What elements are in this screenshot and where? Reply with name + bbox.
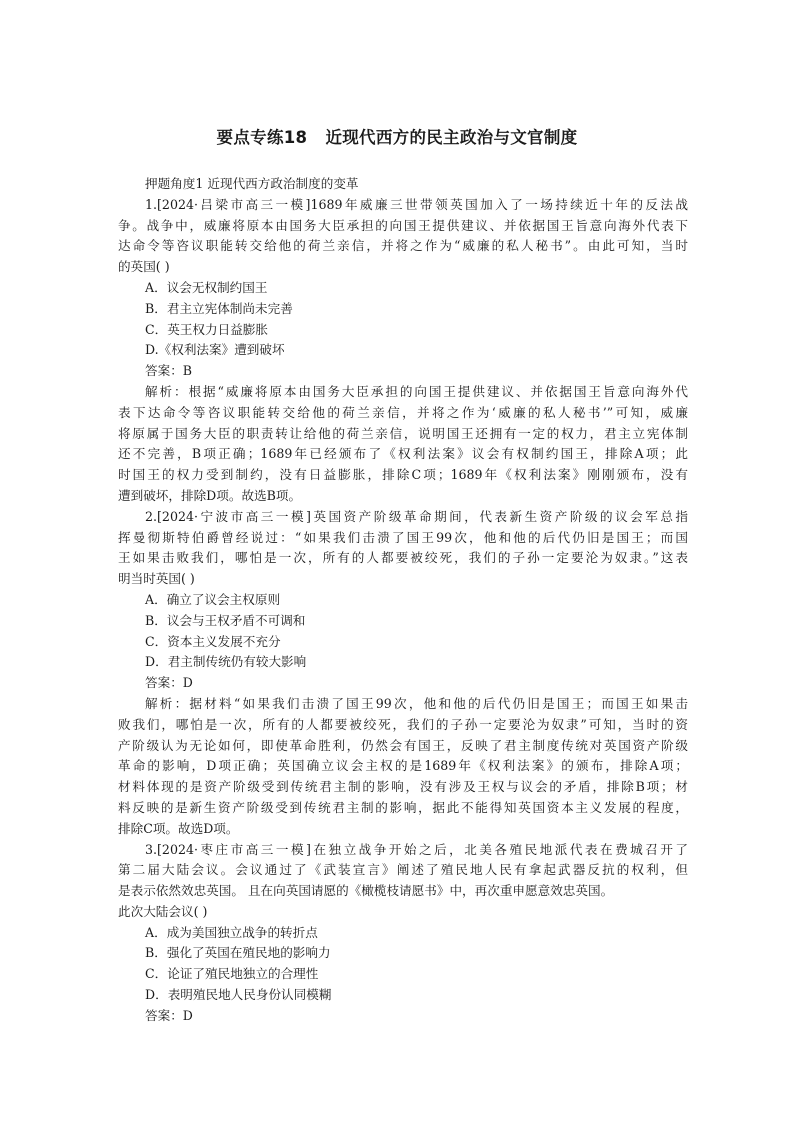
question-stem-line: 挥曼彻斯特伯爵曾经说过：“如果我们击溃了国王99次，他和他的后代仍旧是国王；而国 <box>118 529 688 545</box>
question-stem-line: 的英国( ) <box>118 259 170 275</box>
analysis-line: 排除C项。故选D项。 <box>118 820 239 836</box>
answer: 答案：D <box>145 1007 193 1023</box>
question-stem-line: 第二届大陆会议。会议通过了《武装宣言》阐述了殖民地人民有拿起武器反抗的权利，但 <box>118 862 688 878</box>
analysis-line: 解析：据材料“如果我们击溃了国王99次，他和他的后代仍旧是国王；而国王如果击 <box>145 695 688 711</box>
option-c: C．资本主义发展不充分 <box>145 633 281 649</box>
question-stem-line: 争。战争中，威廉将原本由国务大臣承担的向国王提供建议、并依据国王旨意向海外代表下 <box>118 217 688 233</box>
option-d: D．君主制传统仍有较大影响 <box>145 654 307 670</box>
answer: 答案：D <box>145 675 193 691</box>
question-stem-line: 此次大陆会议( ) <box>118 903 208 919</box>
option-b: B．议会与王权矛盾不可调和 <box>145 612 306 628</box>
analysis-line: 解析：根据“威廉将原本由国务大臣承担的向国王提供建议、并依据国王旨意向海外代 <box>145 383 688 399</box>
question-stem-line: 达命令等咨议职能转交给他的荷兰亲信，并将之作为“威廉的私人秘书”。由此可知，当时 <box>118 238 688 254</box>
analysis-line: 时国王的权力受到制约，没有日益膨胀，排除C项；1689年《权利法案》刚刚颁布，没有 <box>118 467 688 483</box>
analysis-line: 材料体现的是资产阶级受到传统君主制的影响，没有涉及王权与议会的矛盾，排除B项；材 <box>118 779 688 795</box>
question-stem-line: 明当时英国( ) <box>118 571 195 587</box>
analysis-line: 料反映的是新生资产阶级受到传统君主制的影响，据此不能得知英国资本主义发展的程度， <box>118 799 688 815</box>
question-stem-line: 2.[2024·宁波市高三一模]英国资产阶级革命期间，代表新生资产阶级的议会军总指 <box>145 508 688 524</box>
option-d: D．表明殖民地人民身份认同模糊 <box>145 987 332 1003</box>
question-1 <box>118 195 688 507</box>
option-c: C．论证了殖民地独立的合理性 <box>145 966 319 982</box>
analysis-line: 遭到破坏，排除D项。故选B项。 <box>118 487 302 503</box>
option-c: C．英王权力日益膨胀 <box>145 321 268 337</box>
question-stem-line: 是表示依然效忠英国。 且在向英国请愿的《橄榄枝请愿书》中，再次重申愿意效忠英国。 <box>118 883 614 899</box>
analysis-line: 产阶级认为无论如何，即使革命胜利，仍然会有国王，反映了君主制度传统对英国资产阶级 <box>118 737 688 753</box>
question-2 <box>118 507 688 840</box>
option-a: A．议会无权制约国王 <box>145 279 268 295</box>
option-b: B．君主立宪体制尚未完善 <box>145 300 293 316</box>
answer: 答案：B <box>145 363 193 379</box>
page-title: 要点专练18 近现代西方的民主政治与文官制度 <box>216 128 578 147</box>
analysis-line: 表下达命令等咨议职能转交给他的荷兰亲信，并将之作为‘威廉的私人秘书’”可知，威廉 <box>118 404 688 420</box>
question-stem-line: 3.[2024·枣庄市高三一模]在独立战争开始之后，北美各殖民地派代表在费城召开了 <box>145 841 688 857</box>
option-d: D.《权利法案》遭到破坏 <box>145 342 285 358</box>
option-a: A．确立了议会主权原则 <box>145 591 281 607</box>
question-3 <box>118 840 688 1027</box>
question-stem-line: 王如果击败我们，哪怕是一次，所有的人都要被绞死，我们的子孙一定要沦为奴隶。”这表 <box>118 550 688 566</box>
option-b: B．强化了英国在殖民地的影响力 <box>145 945 331 961</box>
analysis-line: 革命的影响，D项正确；英国确立议会主权的是1689年《权利法案》的颁布，排除A项； <box>118 758 688 774</box>
option-a: A．成为美国独立战争的转折点 <box>145 924 318 940</box>
analysis-line: 还不完善，B项正确；1689年已经颁布了《权利法案》议会有权制约国王，排除A项；此 <box>118 446 688 462</box>
question-stem-line: 1.[2024·吕梁市高三一模]1689年威廉三世带领英国加入了一场持续近十年的反法战 <box>145 196 688 212</box>
analysis-line: 败我们，哪怕是一次，所有的人都要被绞死，我们的子孙一定要沦为奴隶”可知，当时的资 <box>118 716 688 732</box>
analysis-line: 将原属于国务大臣的职责转让给他的荷兰亲信，说明国王还拥有一定的权力，君主立宪体制 <box>118 425 688 441</box>
section-heading: 押题角度1 近现代西方政治制度的变革 <box>145 176 359 191</box>
document-body <box>118 174 688 1027</box>
